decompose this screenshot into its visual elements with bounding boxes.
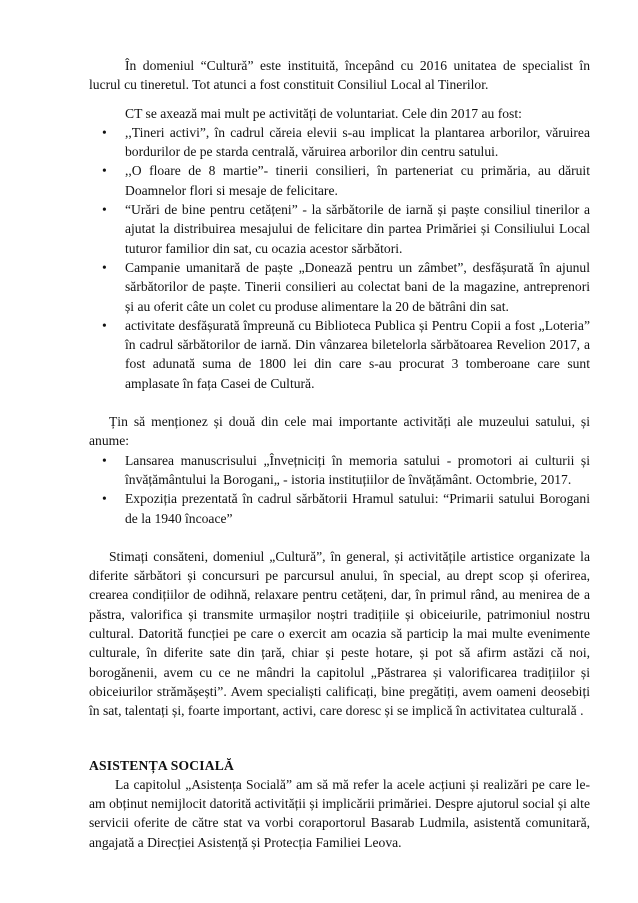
bullet-icon: •	[102, 124, 107, 140]
bullet-icon: •	[102, 202, 107, 218]
list-item: • Lansarea manuscrisului „Învețniciți în memoria satului - promotori ai culturii și învățământului la Borogani„ - istoria instituțiilor de învățământ. Octombrie, 2017.	[102, 452, 590, 487]
list-item: • ,,O floare de 8 martie”- tinerii consilieri, în parteneriat cu primăria, au dăruit Doamnelor flori si mesaje de felicitare.	[102, 163, 590, 198]
list-item: • “Urări de bine pentru cetățeni” - la sărbătorile de iarnă și paște consiliul tinerilor a ajutat la distribuirea mesajului de felicitare din partea Primăriei și Consiliului Local tuturor familior din sat, cu ocazia acestor sărbători.	[102, 202, 590, 256]
section-heading-asistenta: ASISTENȚA SOCIALĂ	[89, 757, 235, 773]
bullet-icon: •	[102, 163, 107, 179]
cultura-conclusion-paragraph: Stimați consăteni, domeniul „Cultură”, în general, și activitățile artistice organizate la diferite sărbători și concursuri pe parcursul anului, în special, au drept scop și oferirea, crearea condițiilor de odihnă, relaxare pentru cetățeni, dar, în primul rând, au menirea de a păstra, valorifica și transmite urmașilor noștri tradițiile și obiceiurile, patrimoniul nostru cultural. Datorită funcției pe care o exercit am ocazia să particip la mai multe evenimente culturale, în diferite sate din țară, chiar și peste hotare, și pot să afirm astăzi că noi, borogănenii, avem cu ce ne mândri la capitolul „Păstrarea și valorificarea tradițiilor și obiceiurilor strămășești”. Avem specialiști calificați, bine pregătiți, avem oameni deosebiți în sat, talentați și, foarte important, activi, care doresc și se implică în activitatea culturală .	[89, 548, 590, 719]
bullet-icon: •	[102, 491, 107, 507]
muzeu-intro-paragraph: Țin să menționez și două din cele mai importante activități ale muzeului satului, și anume:	[89, 414, 590, 449]
ct-activities-list	[89, 123, 590, 393]
muzeu-activities-list	[89, 451, 590, 528]
ct-intro-paragraph: CT se axează mai mult pe activități de voluntariat. Cele din 2017 au fost:	[125, 105, 522, 121]
list-item: • activitate desfășurată împreună cu Biblioteca Publica și Pentru Copii a fost „Loteria” în cadrul sărbătorilor de iarnă. Din vânzarea biletelorla sărbătoarea Revelion 2017, a fost adunată suma de 1800 lei din care s-au procurat 3 tomberoane care sunt amplasate în fața Casei de Cultură.	[102, 317, 590, 391]
list-item: • ,,Tineri activi”, în cadrul căreia elevii s-au implicat la plantarea arborilor, văruirea bordurilor de pe starda centrală, văruirea arborilor din centru satului.	[102, 124, 590, 160]
list-item: • Campanie umanitară de paște „Donează pentru un zâmbet”, desfășurată în ajunul sărbătorilor de paște. Tinerii consilieri au colectat bani de la magazine, antreprenori și au oferit câte un colet cu produse alimentare la 20 de bătrâni din sat.	[102, 259, 590, 314]
asistenta-paragraph: La capitolul „Asistența Socială” am să mă refer la acele acțiuni și realizări pe care le-am obținut nemijlocit datorită activității și implicării primăriei. Despre ajutorul social și alte servicii oferite de către stat va vorbi coraportorul Basarab Ludmila, asistentă comunitară, angajată a Direcției Asistență și Protecția Familiei Leova.	[89, 776, 590, 850]
bullet-icon: •	[102, 317, 107, 333]
bullet-icon: •	[102, 259, 107, 275]
cultura-intro-paragraph: În domeniul “Cultură” este instituită, începând cu 2016 unitatea de specialist în lucrul cu tineretul. Tot atunci a fost constituit Consiliul Local al Tinerilor.	[89, 58, 590, 93]
bullet-icon: •	[102, 452, 107, 468]
list-item: • Expoziția prezentată în cadrul sărbătorii Hramul satului: “Primarii satului Borogani de la 1940 încoace”	[102, 491, 590, 526]
